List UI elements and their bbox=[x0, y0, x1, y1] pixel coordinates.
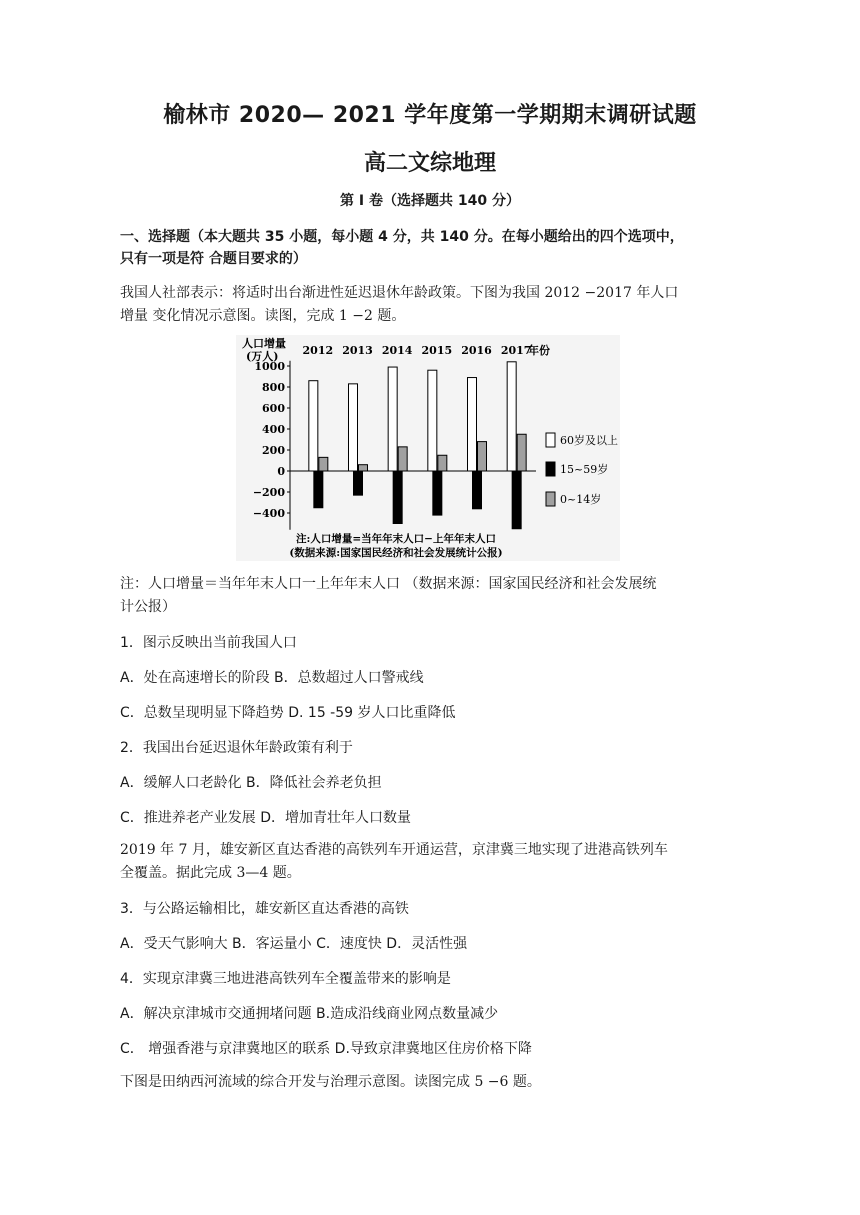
note-line-2: 计公报） bbox=[120, 599, 176, 615]
question-3-options: A．受天气影响大 B．客运量小 C．速度快 D．灵活性强 bbox=[120, 936, 468, 952]
question-2: 2．我国出台延迟退休年龄政策有利于 bbox=[120, 740, 353, 756]
chart-legend-label: 0~14岁 bbox=[560, 493, 602, 506]
question-4-options-ab: A．解决京津城市交通拥堵问题 B.造成沿线商业网点数量减少 bbox=[120, 1006, 499, 1022]
chart-bar-0-14 bbox=[359, 465, 368, 471]
chart-bar-0-14 bbox=[398, 447, 407, 471]
chart-legend-swatch bbox=[546, 462, 555, 476]
chart-x-tick-label: 2016 bbox=[461, 344, 492, 357]
passage-2-line-2: 全覆盖。据此完成 3—4 题。 bbox=[120, 865, 301, 881]
chart-bar-0-14 bbox=[319, 457, 328, 471]
chart-y-tick-label: 400 bbox=[262, 423, 285, 436]
passage-2-line-1: 2019 年 7 月，雄安新区直达香港的高铁列车开通运营，京津冀三地实现了进港高铁列车 bbox=[120, 842, 668, 858]
chart-y-tick-label: 1000 bbox=[254, 360, 285, 373]
chart-legend-swatch bbox=[546, 492, 555, 506]
chart-x-tick-label: 2014 bbox=[381, 344, 413, 357]
question-4-options-cd: C． 增强香港与京津冀地区的联系 D.导致京津冀地区住房价格下降 bbox=[120, 1041, 532, 1057]
passage-1-line-2: 增量 变化情况示意图。读图，完成 1 −2 题。 bbox=[120, 308, 406, 324]
chart-bar-60plus bbox=[309, 381, 318, 471]
chart-y-tick-label: 600 bbox=[262, 402, 285, 415]
question-1-options-ab: A．处在高速增长的阶段 B．总数超过人口警戒线 bbox=[120, 670, 424, 686]
chart-y-tick-label: 800 bbox=[262, 381, 285, 394]
chart-bar-15-59 bbox=[354, 471, 363, 495]
chart-ylabel-line1: 人口增量 bbox=[242, 337, 286, 350]
chart-xlabel: 年份 bbox=[528, 344, 550, 357]
chart-legend-swatch bbox=[546, 433, 555, 447]
exam-title: 榆林市 2020— 2021 学年度第一学期期末调研试题 bbox=[163, 103, 697, 128]
chart-ylabel-line2: (万人) bbox=[246, 350, 279, 363]
chart-x-tick-label: 2017 bbox=[500, 344, 532, 357]
chart-y-tick-label: 0 bbox=[277, 465, 285, 478]
question-2-options-cd: C．推进养老产业发展 D．增加青壮年人口数量 bbox=[120, 810, 412, 826]
chart-y-tick-label: 200 bbox=[262, 444, 285, 457]
chart-x-tick-label: 2015 bbox=[421, 344, 453, 357]
chart-x-tick-label: 2012 bbox=[302, 344, 334, 357]
chart-bar-15-59 bbox=[473, 471, 482, 509]
chart-bar-60plus bbox=[388, 367, 397, 471]
passage-3: 下图是田纳西河流域的综合开发与治理示意图。读图完成 5 −6 题。 bbox=[120, 1074, 541, 1090]
chart-y-tick-label: −400 bbox=[252, 507, 285, 520]
question-3: 3．与公路运输相比，雄安新区直达香港的高铁 bbox=[120, 901, 409, 917]
exam-subtitle: 高二文综地理 bbox=[363, 151, 496, 176]
chart-legend-label: 15~59岁 bbox=[560, 463, 609, 476]
question-2-options-ab: A．缓解人口老龄化 B．降低社会养老负担 bbox=[120, 775, 382, 791]
chart-note-line1: 注:人口增量=当年年末人口−上年年末人口 bbox=[296, 533, 496, 545]
chart-x-tick-label: 2013 bbox=[342, 344, 373, 357]
note-line-1: 注：人口增量＝当年年末人口一上年年末人口 （数据来源：国家国民经济和社会发展统 bbox=[120, 576, 657, 592]
chart-bar-15-59 bbox=[512, 471, 521, 529]
chart-bar-60plus bbox=[507, 362, 516, 471]
instructions-line-1: 一、选择题（本大题共 35 小题，每小题 4 分，共 140 分。在每小题给出的四个选项中， bbox=[120, 229, 684, 245]
section-title: 第 I 卷（选择题共 140 分） bbox=[340, 193, 520, 209]
chart-bar-15-59 bbox=[433, 471, 442, 515]
chart-bar-0-14 bbox=[517, 434, 526, 471]
chart-bar-15-59 bbox=[393, 471, 402, 524]
chart-legend-label: 60岁及以上 bbox=[560, 434, 618, 447]
instructions-line-2: 只有一项是符 合题目要求的） bbox=[120, 251, 307, 267]
question-1: 1．图示反映出当前我国人口 bbox=[120, 635, 297, 651]
chart-bar-60plus bbox=[428, 370, 437, 471]
chart-bar-60plus bbox=[468, 378, 477, 471]
question-1-options-cd: C．总数呈现明显下降趋势 D. 15 -59 岁人口比重降低 bbox=[120, 705, 456, 721]
chart-bar-0-14 bbox=[438, 455, 447, 471]
question-4: 4．实现京津冀三地进港高铁列车全覆盖带来的影响是 bbox=[120, 971, 451, 987]
chart-bar-60plus bbox=[349, 384, 358, 471]
passage-1-line-1: 我国人社部表示：将适时出台渐进性延迟退休年龄政策。下图为我国 2012 −2017 年人口 bbox=[120, 285, 679, 301]
chart-bar-15-59 bbox=[314, 471, 323, 508]
population-chart bbox=[236, 335, 620, 561]
chart-bar-0-14 bbox=[478, 442, 487, 471]
chart-note-line2: (数据来源:国家国民经济和社会发展统计公报) bbox=[289, 547, 503, 559]
population-chart-svg bbox=[236, 335, 620, 561]
chart-y-tick-label: −200 bbox=[252, 486, 285, 499]
